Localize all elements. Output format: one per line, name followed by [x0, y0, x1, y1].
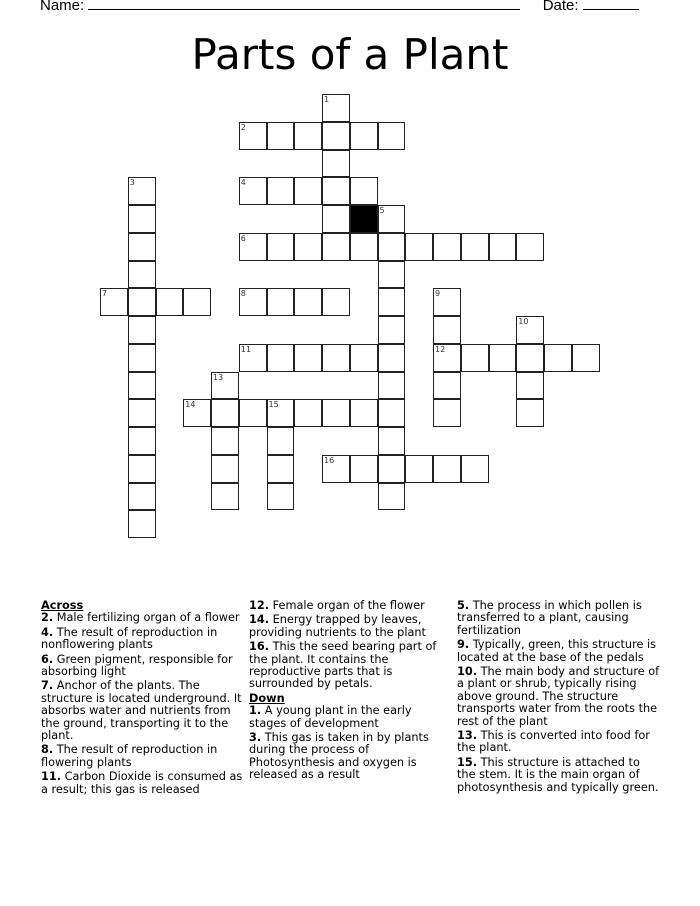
clue-item: [41, 744, 251, 769]
clue-text: The result of reproduction in nonflowering plants: [41, 625, 218, 652]
crossword-cell[interactable]: [128, 427, 156, 455]
clue-text: This the seed bearing part of the plant. It contains the reproductive parts that is surrounded by petals.: [249, 640, 437, 691]
crossword-cell[interactable]: [267, 288, 295, 316]
crossword-cell[interactable]: [211, 455, 239, 483]
clue-text: The process in which pollen is transferred to a plant, causing fertilization: [457, 599, 642, 637]
clue-item: [249, 600, 449, 612]
clue-num: 4.: [41, 625, 54, 639]
crossword-cell[interactable]: [378, 122, 406, 150]
crossword-cell[interactable]: [239, 233, 267, 261]
crossword-cell[interactable]: [433, 233, 461, 261]
crossword-cell[interactable]: [572, 344, 600, 372]
clue-num: 14.: [249, 613, 270, 627]
crossword-cell[interactable]: [544, 344, 572, 372]
clue-item: [249, 641, 449, 691]
crossword-cell[interactable]: [433, 399, 461, 427]
clue-item: [457, 757, 662, 794]
clue-number: 3: [129, 178, 135, 188]
crossword-cell[interactable]: [211, 372, 239, 400]
clue-number: 2: [240, 122, 246, 132]
crossword-cell[interactable]: [211, 483, 239, 511]
crossword-cell[interactable]: [128, 483, 156, 511]
clue-num: 13.: [457, 729, 478, 743]
clue-num: 6.: [41, 652, 54, 666]
crossword-cell[interactable]: [322, 344, 350, 372]
crossword-cell[interactable]: [294, 177, 322, 205]
clue-item: [457, 600, 662, 637]
crossword-cell[interactable]: [128, 233, 156, 261]
clue-column-1: [41, 600, 251, 798]
clue-number: 5: [379, 206, 385, 215]
clue-text: Anchor of the plants. The structure is located underground. It absorbs water and nutrients from the ground, transporting it to the plant.: [41, 679, 242, 743]
crossword-cell[interactable]: [350, 344, 378, 372]
crossword-cell[interactable]: [405, 455, 433, 483]
crossword-cell[interactable]: [239, 399, 267, 427]
clue-item: [457, 666, 662, 728]
crossword-cell[interactable]: [322, 205, 350, 233]
clue-text: A young plant in the early stages of development: [249, 704, 412, 730]
crossword-cell[interactable]: [267, 455, 295, 483]
clue-text: The result of reproduction in flowering plants: [41, 743, 218, 769]
crossword-cell[interactable]: [350, 455, 378, 483]
crossword-cell[interactable]: [489, 233, 517, 261]
crossword-cell[interactable]: [516, 316, 544, 344]
crossword-cell[interactable]: [350, 399, 378, 427]
crossword-cell[interactable]: [461, 233, 489, 261]
clue-number: 4: [240, 178, 246, 188]
crossword-cell[interactable]: [322, 288, 350, 316]
crossword-cell[interactable]: [378, 399, 406, 427]
clue-text: Female organ of the flower: [272, 599, 425, 612]
crossword-cell[interactable]: [322, 94, 350, 122]
crossword-cell[interactable]: [128, 205, 156, 233]
crossword-cell[interactable]: [322, 122, 350, 150]
clue-text: This structure is attached to the stem. It is the main organ of photosynthesis and typically green.: [457, 755, 659, 794]
crossword-cell[interactable]: [239, 288, 267, 316]
clue-num: 12.: [249, 599, 270, 612]
crossword-cell[interactable]: [378, 233, 406, 261]
clue-num: 3.: [249, 731, 262, 745]
clue-number: 14: [185, 400, 196, 410]
clue-item: [249, 614, 449, 639]
crossword-cell[interactable]: [322, 399, 350, 427]
crossword-cell[interactable]: [433, 372, 461, 400]
clue-number: 8: [240, 289, 246, 299]
clue-number: 10: [518, 317, 529, 326]
crossword-cell[interactable]: [239, 122, 267, 150]
crossword-cell[interactable]: [378, 205, 406, 233]
clue-item: [457, 639, 662, 664]
clue-item: [41, 612, 251, 624]
crossword-cell[interactable]: [128, 316, 156, 344]
crossword-cell[interactable]: [378, 344, 406, 372]
crossword-cell[interactable]: [239, 344, 267, 372]
crossword-cell[interactable]: [128, 344, 156, 372]
crossword-cell[interactable]: [267, 483, 295, 511]
crossword-cell[interactable]: [350, 122, 378, 150]
clue-text: Male fertilizing organ of a flower: [56, 611, 240, 625]
crossword-cell[interactable]: [156, 288, 184, 316]
clue-item: [41, 771, 251, 796]
crossword-cell[interactable]: [516, 233, 544, 261]
crossword-cell[interactable]: [378, 288, 406, 316]
clue-item: [249, 732, 449, 782]
clue-number: 9: [435, 289, 441, 299]
crossword-cell[interactable]: [350, 177, 378, 205]
clue-item: [41, 680, 251, 742]
black-cell: [350, 205, 378, 233]
crossword-cell[interactable]: [405, 233, 433, 261]
crossword-cell[interactable]: [267, 122, 295, 150]
crossword-cell[interactable]: [378, 427, 406, 455]
clue-item: [41, 654, 251, 679]
clue-num: 5.: [457, 599, 470, 612]
clue-num: 10.: [457, 665, 478, 679]
clue-text: Typically, green, this structure is located at the base of the pedals: [457, 638, 657, 664]
clue-num: 7.: [41, 679, 54, 693]
down-heading: Down: [249, 691, 285, 705]
crossword-cell[interactable]: [294, 122, 322, 150]
crossword-cell[interactable]: [378, 455, 406, 483]
crossword-cell[interactable]: [267, 427, 295, 455]
clue-number: 16: [324, 455, 335, 465]
crossword-cell[interactable]: [183, 399, 211, 427]
clue-number: 12: [435, 344, 446, 354]
crossword-cell[interactable]: [322, 177, 350, 205]
crossword-cell[interactable]: [461, 455, 489, 483]
crossword-cell[interactable]: [516, 372, 544, 400]
clue-number: 1: [324, 95, 330, 104]
clue-num: 8.: [41, 743, 54, 757]
clue-text: The main body and structure of a plant or shrub, typically rising above ground. The structure transports water from the roots the rest of the plant: [457, 665, 660, 728]
crossword-cell[interactable]: [294, 344, 322, 372]
clue-number: 7: [102, 289, 108, 299]
crossword-cell[interactable]: [267, 177, 295, 205]
clue-item: [249, 705, 449, 730]
crossword-cell[interactable]: [267, 233, 295, 261]
name-label: Name:: [40, 0, 85, 14]
clue-num: 11.: [41, 770, 62, 784]
clue-column-3: [457, 600, 662, 796]
crossword-cell[interactable]: [294, 233, 322, 261]
clue-num: 1.: [249, 704, 262, 718]
crossword-cell[interactable]: [433, 344, 461, 372]
crossword-cell[interactable]: [211, 427, 239, 455]
crossword-cell[interactable]: [128, 372, 156, 400]
clue-column-2: [249, 600, 449, 784]
crossword-cell[interactable]: [128, 510, 156, 538]
clue-item: [457, 730, 662, 755]
crossword-cell[interactable]: [128, 399, 156, 427]
crossword-cell[interactable]: [128, 455, 156, 483]
clue-number: 6: [240, 233, 246, 243]
crossword-cell[interactable]: [516, 399, 544, 427]
clue-num: 9.: [457, 638, 470, 652]
crossword-cell[interactable]: [294, 399, 322, 427]
crossword-cell[interactable]: [128, 177, 156, 205]
clue-number: 15: [268, 400, 279, 410]
date-label: Date:: [542, 0, 579, 14]
crossword-cell[interactable]: [100, 288, 128, 316]
crossword-cell[interactable]: [378, 261, 406, 289]
crossword-cell[interactable]: [433, 316, 461, 344]
crossword-cell[interactable]: [378, 483, 406, 511]
name-field[interactable]: [88, 0, 520, 10]
crossword-cell[interactable]: [267, 399, 295, 427]
clue-num: 15.: [457, 755, 478, 769]
clue-item: [41, 627, 251, 652]
crossword-cell[interactable]: [128, 261, 156, 289]
crossword-cell[interactable]: [322, 233, 350, 261]
crossword-cell[interactable]: [461, 344, 489, 372]
crossword-cell[interactable]: [267, 344, 295, 372]
page-title: Parts of a Plant: [191, 30, 509, 79]
crossword-cell[interactable]: [489, 344, 517, 372]
clue-text: Green pigment, responsible for absorbing light: [41, 652, 233, 679]
crossword-cell[interactable]: [516, 344, 544, 372]
clue-text: This is converted into food for the plant.: [457, 729, 650, 755]
date-field[interactable]: [583, 0, 639, 10]
clue-number: 13: [213, 372, 224, 382]
crossword-cell[interactable]: [350, 233, 378, 261]
clue-num: 16.: [249, 640, 270, 654]
worksheet-header: [40, 0, 639, 14]
crossword-cell[interactable]: [128, 288, 156, 316]
crossword-cell[interactable]: [433, 455, 461, 483]
crossword-cell[interactable]: [322, 150, 350, 178]
across-heading: Across: [41, 599, 84, 612]
crossword-cell[interactable]: [239, 177, 267, 205]
crossword-cell[interactable]: [433, 288, 461, 316]
crossword-cell[interactable]: [322, 455, 350, 483]
crossword-cell[interactable]: [211, 399, 239, 427]
crossword-cell[interactable]: [183, 288, 211, 316]
crossword-cell[interactable]: [294, 288, 322, 316]
crossword-cell[interactable]: [378, 372, 406, 400]
clue-text: This gas is taken in by plants during the process of Photosynthesis and oxygen is released as a result: [249, 731, 429, 782]
clue-text: Energy trapped by leaves, providing nutrients to the plant: [249, 613, 426, 639]
clue-number: 11: [240, 344, 251, 354]
clue-num: 2.: [41, 611, 54, 625]
crossword-cell[interactable]: [378, 316, 406, 344]
clue-text: Carbon Dioxide is consumed as a result; this gas is released: [41, 770, 243, 796]
